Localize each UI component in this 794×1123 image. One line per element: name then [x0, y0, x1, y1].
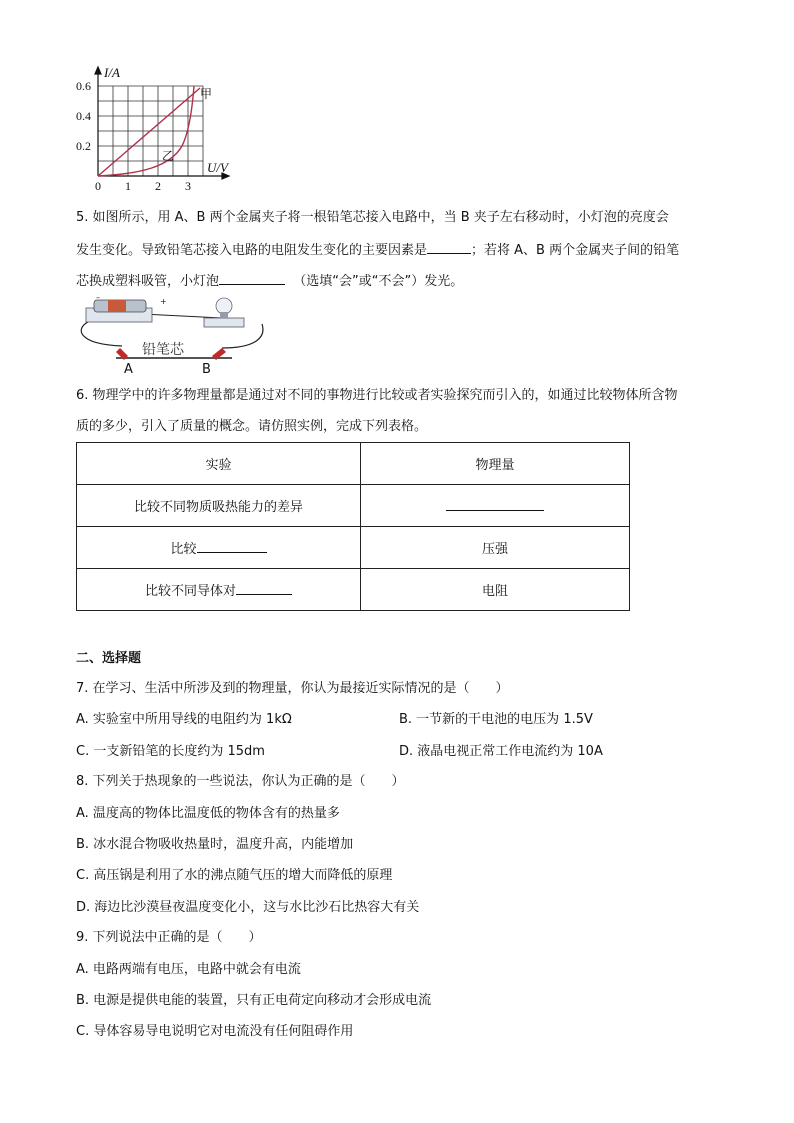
table-cell-quantity[interactable] — [361, 485, 630, 527]
q8-option-a[interactable]: A. 温度高的物体比温度低的物体含有的热量多 — [76, 806, 340, 821]
x-tick: 0 — [95, 179, 101, 193]
x-axis-label: U/V — [207, 160, 228, 175]
q5-blank-2[interactable] — [219, 271, 285, 285]
q7-stem: 7. 在学习、生活中所涉及到的物理量，你认为最接近实际情况的是（ ） — [76, 681, 509, 696]
table-cell-text: 比较不同导体对 — [144, 584, 236, 599]
q8-option-b[interactable]: B. 冰水混合物吸收热量时，温度升高，内能增加 — [76, 837, 354, 852]
x-tick: 1 — [125, 179, 131, 193]
q6-line-2: 质的多少，引入了质量的概念。请仿照实例，完成下列表格。 — [76, 419, 428, 434]
q5-line-3-text-b: （选填“会”或“不会”）发光。 — [293, 274, 464, 289]
section-title: 二、选择题 — [76, 651, 142, 666]
q7-option-b[interactable]: B. 一节新的干电池的电压为 1.5V — [399, 712, 593, 727]
light-bulb-icon — [204, 298, 244, 327]
curve-label-jia: 甲 — [200, 87, 213, 101]
q9-option-c[interactable]: C. 导体容易导电说明它对电流没有任何阻碍作用 — [76, 1024, 354, 1039]
table-cell-quantity: 压强 — [361, 527, 630, 569]
y-axis-label: I/A — [104, 65, 120, 80]
q6-blank-quantity[interactable] — [446, 497, 544, 511]
table-row — [77, 569, 630, 611]
q8-option-c[interactable]: C. 高压锅是利用了水的沸点随气压的增大而降低的原理 — [76, 868, 393, 883]
y-tick: 0.2 — [76, 139, 91, 153]
battery — [86, 296, 167, 322]
q5-blank-1[interactable] — [427, 240, 471, 254]
q7-option-a[interactable]: A. 实验室中所用导线的电阻约为 1kΩ — [76, 712, 292, 727]
q8-stem: 8. 下列关于热现象的一些说法，你认为正确的是（ ） — [76, 774, 405, 789]
clip-label-a: A — [124, 362, 133, 374]
x-tick: 3 — [185, 179, 191, 193]
svg-text:–: – — [96, 296, 100, 302]
q9-stem: 9. 下列说法中正确的是（ ） — [76, 930, 262, 945]
table-row — [77, 527, 630, 569]
q6-blank-experiment-3[interactable] — [236, 581, 292, 595]
q7-option-c[interactable]: C. 一支新铅笔的长度约为 15dm — [76, 744, 265, 759]
pencil-lead-circuit-figure — [72, 296, 268, 374]
q6-line-1: 6. 物理学中的许多物理量都是通过对不同的事物进行比较或者实验探究而引入的，如通过比较物体所含物 — [76, 388, 678, 403]
q5-line-1: 5. 如图所示，用 A、B 两个金属夹子将一根铅笔芯接入电路中，当 B 夹子左右移动时，小灯泡的亮度会 — [76, 210, 669, 225]
iu-graph — [70, 62, 250, 194]
q7-option-d[interactable]: D. 液晶电视正常工作电流约为 10A — [399, 744, 603, 759]
q6-blank-experiment-2[interactable] — [197, 539, 267, 553]
q5-line-3-text-a: 芯换成塑料吸管，小灯泡 — [76, 274, 220, 289]
q5-line-2-text-b: ；若将 A、B 两个金属夹子间的铅笔 — [471, 243, 680, 258]
q9-option-a[interactable]: A. 电路两端有电压，电路中就会有电流 — [76, 962, 301, 977]
table-cell-text: 比较 — [170, 542, 197, 557]
figure-label-pencil-lead: 铅笔芯 — [142, 342, 184, 358]
svg-text:+: + — [160, 297, 167, 306]
experiment-table — [76, 442, 630, 611]
q5-line-3 — [76, 271, 463, 291]
q8-option-d[interactable]: D. 海边比沙漠昼夜温度变化小，这与水比沙石比热容大有关 — [76, 900, 420, 915]
q5-line-2 — [76, 240, 679, 260]
table-cell-experiment — [77, 569, 361, 611]
x-tick: 2 — [155, 179, 161, 193]
clip-label-b: B — [202, 362, 211, 374]
table-cell-experiment: 比较不同物质吸热能力的差异 — [77, 485, 361, 527]
table-cell-quantity: 电阻 — [361, 569, 630, 611]
y-tick: 0.4 — [76, 109, 91, 123]
curve-label-yi: 乙 — [162, 149, 175, 163]
q5-line-2-text-a: 发生变化。导致铅笔芯接入电路的电阻发生变化的主要因素是 — [76, 243, 428, 258]
table-header: 实验 — [77, 443, 361, 485]
table-cell-experiment — [77, 527, 361, 569]
q9-option-b[interactable]: B. 电源是提供电能的装置，只有正电荷定向移动才会形成电流 — [76, 993, 432, 1008]
table-header: 物理量 — [361, 443, 630, 485]
table-header-row — [77, 443, 630, 485]
y-tick: 0.6 — [76, 79, 91, 93]
table-row — [77, 485, 630, 527]
